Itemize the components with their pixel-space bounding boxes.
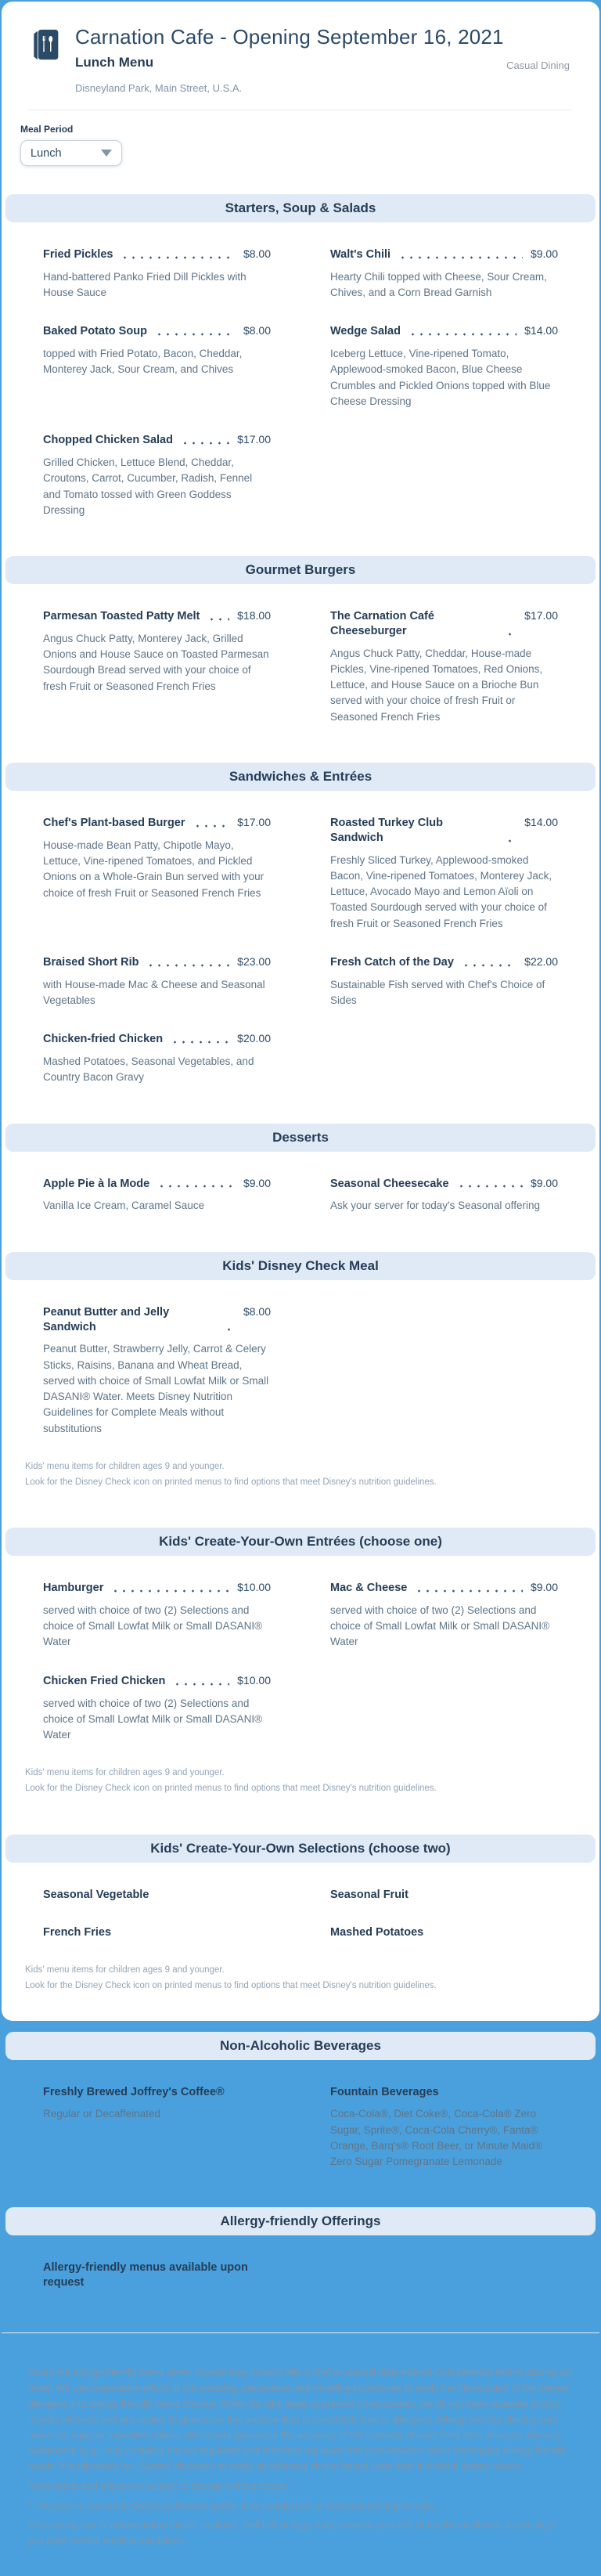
- menu-section: [2, 763, 599, 1086]
- dot-leader: [121, 256, 235, 259]
- menu-item-name: The Carnation Café Cheeseburger: [330, 610, 434, 637]
- page-header: [2, 2, 599, 110]
- meal-period-selected-value: Lunch: [31, 146, 62, 160]
- menu-item-title-row: [330, 609, 558, 639]
- menu-item-name: Seasonal Fruit: [330, 1888, 408, 1901]
- kids-menu-note: Look for the Disney Check icon on printed menus to find options that meet Disney's nutrition guidelines.: [25, 1981, 437, 1991]
- menu-item-title-row: [43, 609, 271, 624]
- restaurant-location: Disneyland Park, Main Street, U.S.A.: [75, 82, 243, 94]
- menu-item-name: Mashed Potatoes: [330, 1926, 424, 1939]
- chevron-down-icon: [101, 150, 112, 157]
- menu-item: [43, 816, 271, 932]
- menu-item-price: $17.00: [237, 433, 271, 446]
- menu-item-title-row: [43, 324, 271, 339]
- menu-item-name: Chicken Fried Chicken: [43, 1674, 166, 1687]
- menu-item: [330, 247, 558, 301]
- section-items-grid: [2, 2235, 599, 2290]
- menu-item-title-row: [330, 2085, 558, 2100]
- menu-item: [330, 324, 558, 409]
- section-title: Sandwiches & Entrées: [229, 768, 372, 784]
- menu-item-name: Apple Pie à la Mode: [43, 1177, 150, 1190]
- menu-item-price: $17.00: [524, 609, 558, 622]
- menu-item: [330, 1925, 558, 1940]
- menu-item-title-row: [43, 1925, 271, 1940]
- menu-item-name: Chicken-fried Chicken: [43, 1033, 164, 1046]
- menu-item-description: Hand-battered Panko Fried Dill Pickles with House Sauce: [43, 270, 247, 299]
- menu-section: [2, 1835, 599, 1994]
- menu-item-title-row: [330, 1925, 558, 1940]
- menu-item: [330, 1581, 558, 1651]
- section-items-grid: [2, 584, 599, 725]
- menu-item: [43, 2260, 271, 2290]
- menu-item-description: Freshly Sliced Turkey, Applewood-smoked Bacon, Vine-ripened Tomatoes, Monterey Jack, Lettuce, Avocado Mayo and Lemon Aïoli on Toasted Sourdough served with your choice of fresh Fruit or Seasoned French Fries: [330, 853, 552, 929]
- menu-sections: [2, 194, 599, 2290]
- menu-section: [2, 2032, 599, 2170]
- menu-page-card: [2, 2, 599, 2547]
- section-header-band: [5, 1252, 596, 1280]
- menu-item-description: Angus Chuck Patty, Monterey Jack, Grilled Onions and House Sauce on Toasted Parmesan Sourdough Bread served with your choice of fresh Fruit or Seasoned French Fries: [43, 632, 269, 692]
- menu-item-description: served with choice of two (2) Selections and choice of Small Lowfat Milk or Small DASANI® Water: [330, 1604, 550, 1648]
- dot-leader: [157, 1185, 236, 1188]
- menu-item-title-row: [330, 816, 558, 846]
- menu-item: [330, 2085, 558, 2170]
- menu-section: [2, 556, 599, 725]
- menu-item-title-row: [43, 1177, 271, 1192]
- menu-item-title-row: [330, 1581, 558, 1596]
- kids-menu-note: Kids' menu items for children ages 9 and younger.: [25, 1965, 225, 1975]
- dining-type-label: Casual Dining: [506, 60, 570, 71]
- menu-item-name: Peanut Butter and Jelly Sandwich: [43, 1305, 170, 1333]
- menu-item-title-row: [330, 1888, 558, 1903]
- menu-item-title-row: [43, 1305, 271, 1335]
- footer-raw-food-warning: Consuming raw or undercooked meats, seafood, shellfish or eggs may increase your risk of foodborne illness, especially if you have certain medical conditions.: [28, 2520, 557, 2547]
- menu-item-price: $8.00: [243, 1304, 271, 1318]
- menu-item-price: $14.00: [524, 324, 558, 337]
- section-items-grid: [2, 1152, 599, 1214]
- section-header-band: [5, 2207, 596, 2235]
- menu-item-description: House-made Bean Patty, Chipotle Mayo, Lettuce, Vine-ripened Tomatoes, and Pickled Onions on a Whole-Grain Bun served with your choice of fresh Fruit or Seasoned French Fries: [43, 839, 265, 899]
- menu-item-name: Wedge Salad: [330, 325, 401, 338]
- menu-item-description: Hearty Chili topped with Cheese, Sour Cream, Chives, and a Corn Bread Garnish: [330, 270, 547, 299]
- menu-section: [2, 2207, 599, 2290]
- section-items-grid: [2, 1863, 599, 1941]
- section-title: Kids' Create-Your-Own Selections (choose two): [150, 1840, 451, 1856]
- footer-cooked-to-preference-note: * This item is cooked to Guest preference and/or may contain raw or undercooked ingredients.: [28, 2500, 436, 2512]
- menu-item-price: $9.00: [243, 1176, 271, 1189]
- dot-leader: [415, 1589, 523, 1593]
- dot-leader: [408, 333, 516, 336]
- menu-item-description: Sustainable Fish served with Chef's Choice of Sides: [330, 978, 545, 1006]
- section-title: Allergy-friendly Offerings: [220, 2213, 381, 2229]
- section-items-grid: [2, 791, 599, 1086]
- menu-item-name: Seasonal Vegetable: [43, 1888, 149, 1901]
- menu-item-name: Fresh Catch of the Day: [330, 955, 454, 969]
- menu-item-price: $10.00: [237, 1581, 271, 1594]
- menu-item-name: Baked Potato Soup: [43, 325, 147, 338]
- menu-section: [2, 1252, 599, 1490]
- kids-menu-note: Kids' menu items for children ages 9 and younger.: [25, 1461, 225, 1471]
- section-title: Non-Alcoholic Beverages: [220, 2037, 381, 2053]
- menu-item: [43, 1925, 271, 1940]
- section-items-grid: [2, 222, 599, 518]
- menu-item-title-row: [330, 955, 558, 970]
- section-title: Kids' Create-Your-Own Entrées (choose one): [159, 1534, 442, 1550]
- menu-item-description: Iceberg Lettuce, Vine-ripened Tomato, Applewood-smoked Bacon, Blue Cheese Crumbles and Pickled Onions topped with Blue Cheese Dressing: [330, 348, 551, 407]
- meal-period-filter: [2, 110, 599, 166]
- menu-item-price: $14.00: [524, 815, 558, 828]
- menu-item-price: $10.00: [237, 1673, 271, 1687]
- menu-item: [330, 816, 558, 932]
- section-header-band: [5, 2032, 596, 2060]
- menu-item-name: Chef's Plant-based Burger: [43, 816, 185, 829]
- menu-item: [43, 1581, 271, 1651]
- meal-period-label: Meal Period: [20, 124, 74, 135]
- menu-item-description: with House-made Mac & Cheese and Seasonal Vegetables: [43, 978, 265, 1006]
- section-title: Kids' Disney Check Meal: [222, 1257, 379, 1273]
- menu-item-title-row: [330, 247, 558, 262]
- menu-item-name: French Fries: [43, 1926, 112, 1939]
- footer-prices-notice: Menu items and prices are subject to change without notice.: [28, 2480, 289, 2492]
- menu-item: [43, 2085, 271, 2170]
- menu-item-title-row: [43, 2260, 271, 2290]
- kids-menu-note: Look for the Disney Check icon on printed menus to find options that meet Disney's nutrition guidelines.: [25, 1784, 437, 1794]
- section-header-band: [5, 1528, 596, 1556]
- menu-item-name: Mac & Cheese: [330, 1582, 408, 1595]
- section-notes: [2, 1940, 599, 1993]
- menu-item-description: Mashed Potatoes, Seasonal Vegetables, and Country Bacon Gravy: [43, 1055, 254, 1084]
- section-header-band: [5, 1835, 596, 1863]
- menu-item-price: $9.00: [530, 1176, 558, 1189]
- section-notes: [2, 1743, 599, 1796]
- menu-item-description: served with choice of two (2) Selections and choice of Small Lowfat Milk or Small DASANI® Water: [43, 1604, 263, 1648]
- menu-item: [43, 955, 271, 1008]
- menu-item-description: Regular or Decaffeinated: [43, 2108, 160, 2120]
- menu-item-name: Fried Pickles: [43, 248, 113, 261]
- menu-item: [43, 433, 271, 518]
- section-header-band: [5, 556, 596, 584]
- menu-item: [43, 1305, 271, 1437]
- menu-item-title-row: [43, 1581, 271, 1596]
- menu-item-price: $22.00: [524, 954, 558, 968]
- dot-leader: [155, 333, 236, 336]
- footer-allergy-disclaimer: About our allergy-friendly menu items: Guests may consult with a chef or special diets trained Cast Member before placing an order. We use reasonable efforts in our sourcing, preparation and handling procedures to avoid the introduction of the named allergens into allergy-friendly menu choices. While we take steps to prevent cross-contact, we do not have separate allergy-friendly kitchens and are unable to guarantee that a menu item is completely free of allergens. Allergy-friendly offerings are reliant on supplier ingredient labels. We cannot guarantee the accuracy of the contents of each food item. Allergen advisory statements (e.g.,"may contain") are not regulated and therefore not taken into consideration when developing allergy-friendly meals. It is ultimately our Guests' discretion to make an informed choice based upon their individual dietary needs.: [28, 2367, 571, 2473]
- section-header-band: [5, 1124, 596, 1152]
- menu-item: [43, 324, 271, 409]
- menu-item-name: Braised Short Rib: [43, 955, 139, 969]
- menu-item-description: Angus Chuck Patty, Cheddar, House-made Pickles, Vine-ripened Tomatoes, Red Onions, Lettuce, and House Sauce on a Brioche Bun served with your choice of fresh Fruit or Seasoned French Fries: [330, 647, 543, 723]
- page-footer: [2, 2332, 599, 2576]
- section-title: Gourmet Burgers: [245, 562, 356, 578]
- menu-item-name: Freshly Brewed Joffrey's Coffee®: [43, 2085, 225, 2098]
- menu-item-price: $8.00: [243, 324, 271, 337]
- menu-item-name: Allergy-friendly menus available upon request: [43, 2261, 248, 2289]
- kids-menu-note: Kids' menu items for children ages 9 and younger.: [25, 1768, 225, 1778]
- menu-item-price: $20.00: [237, 1032, 271, 1045]
- dot-leader: [506, 633, 516, 636]
- menu-item-title-row: [43, 433, 271, 448]
- dot-leader: [171, 1041, 229, 1044]
- menu-item-title-row: [43, 1674, 271, 1689]
- menu-section: [2, 1124, 599, 1214]
- menu-item-title-row: [43, 955, 271, 970]
- menu-item-name: Walt's Chili: [330, 248, 391, 261]
- dot-leader: [457, 1185, 523, 1188]
- section-items-grid: [2, 2060, 599, 2170]
- menu-item-description: Ask your server for today's Seasonal offering: [330, 1200, 540, 1212]
- dot-leader: [506, 839, 516, 842]
- menu-item: [43, 1888, 271, 1903]
- menu-item-price: $8.00: [243, 247, 271, 260]
- menu-item: [330, 609, 558, 725]
- dot-leader: [193, 824, 230, 828]
- section-items-grid: [2, 1556, 599, 1743]
- menu-item: [43, 1177, 271, 1214]
- menu-item-title-row: [43, 247, 271, 262]
- menu-item: [43, 247, 271, 301]
- menu-item-description: topped with Fried Potato, Bacon, Cheddar, Monterey Jack, Sour Cream, and Chives: [43, 348, 243, 376]
- menu-item-name: Chopped Chicken Salad: [43, 434, 173, 447]
- menu-book-icon: [28, 27, 61, 67]
- menu-item-description: Grilled Chicken, Lettuce Blend, Cheddar, Croutons, Carrot, Cucumber, Radish, Fennel and Tomato tossed with Green Goddess Dressing: [43, 456, 253, 516]
- menu-item-title-row: [43, 1032, 271, 1047]
- menu-item-title-row: [43, 816, 271, 831]
- dot-leader: [111, 1589, 229, 1593]
- dot-leader: [207, 618, 229, 621]
- section-header-band: [5, 194, 596, 222]
- menu-item-name: Fountain Beverages: [330, 2085, 439, 2098]
- dot-leader: [146, 964, 229, 967]
- menu-item-name: Roasted Turkey Club Sandwich: [330, 816, 443, 844]
- menu-item: [43, 1674, 271, 1744]
- menu-item-name: Seasonal Cheesecake: [330, 1177, 449, 1190]
- section-header-band: [5, 763, 596, 791]
- dot-leader: [462, 964, 516, 967]
- menu-item-title-row: [43, 1888, 271, 1903]
- menu-item-description: Vanilla Ice Cream, Caramel Sauce: [43, 1200, 205, 1212]
- section-title: Starters, Soup & Salads: [225, 200, 376, 215]
- menu-item-price: $17.00: [237, 815, 271, 828]
- menu-item: [43, 609, 271, 725]
- section-title: Desserts: [272, 1129, 329, 1145]
- dot-leader: [181, 442, 229, 445]
- dot-leader: [398, 256, 523, 259]
- menu-item-description: Peanut Butter, Strawberry Jelly, Carrot & Celery Sticks, Raisins, Banana and Wheat Bread, served with choice of Small Lowfat Milk or Small DASANI® Water. Meets Disney Nutrition Guidelines for Complete Meals without substitutions: [43, 1343, 269, 1434]
- menu-item-price: $18.00: [237, 609, 271, 622]
- menu-item-title-row: [330, 1177, 558, 1192]
- meal-period-select[interactable]: [20, 140, 122, 166]
- menu-item-price: $9.00: [530, 1581, 558, 1594]
- menu-item-name: Hamburger: [43, 1582, 104, 1595]
- menu-item: [330, 1888, 558, 1903]
- dot-leader: [225, 1328, 236, 1331]
- menu-item-price: $23.00: [237, 954, 271, 968]
- menu-item-name: Parmesan Toasted Patty Melt: [43, 610, 200, 623]
- menu-item: [330, 1177, 558, 1214]
- menu-item: [43, 1032, 271, 1085]
- page-title: Carnation Cafe - Opening September 16, 2021: [75, 25, 504, 49]
- kids-menu-note: Look for the Disney Check icon on printed menus to find options that meet Disney's nutrition guidelines.: [25, 1477, 437, 1487]
- section-notes: [2, 1437, 599, 1490]
- menu-item-description: served with choice of two (2) Selections and choice of Small Lowfat Milk or Small DASANI® Water: [43, 1697, 263, 1741]
- menu-section: [2, 194, 599, 518]
- menu-item: [330, 955, 558, 1008]
- section-items-grid: [2, 1280, 599, 1437]
- menu-section: [2, 1528, 599, 1796]
- menu-item-description: Coca-Cola®, Diet Coke®, Coca-Cola® Zero Sugar, Sprite®, Coca-Cola Cherry®, Fanta® Orange, Barq's® Root Beer, or Minute Maid® Zero Sugar Pomegranate Lemonade: [330, 2108, 542, 2168]
- menu-subtitle: Lunch Menu: [75, 55, 154, 70]
- menu-item-price: $9.00: [530, 247, 558, 260]
- dot-leader: [173, 1683, 229, 1686]
- menu-item-title-row: [43, 2085, 271, 2100]
- menu-item-title-row: [330, 324, 558, 339]
